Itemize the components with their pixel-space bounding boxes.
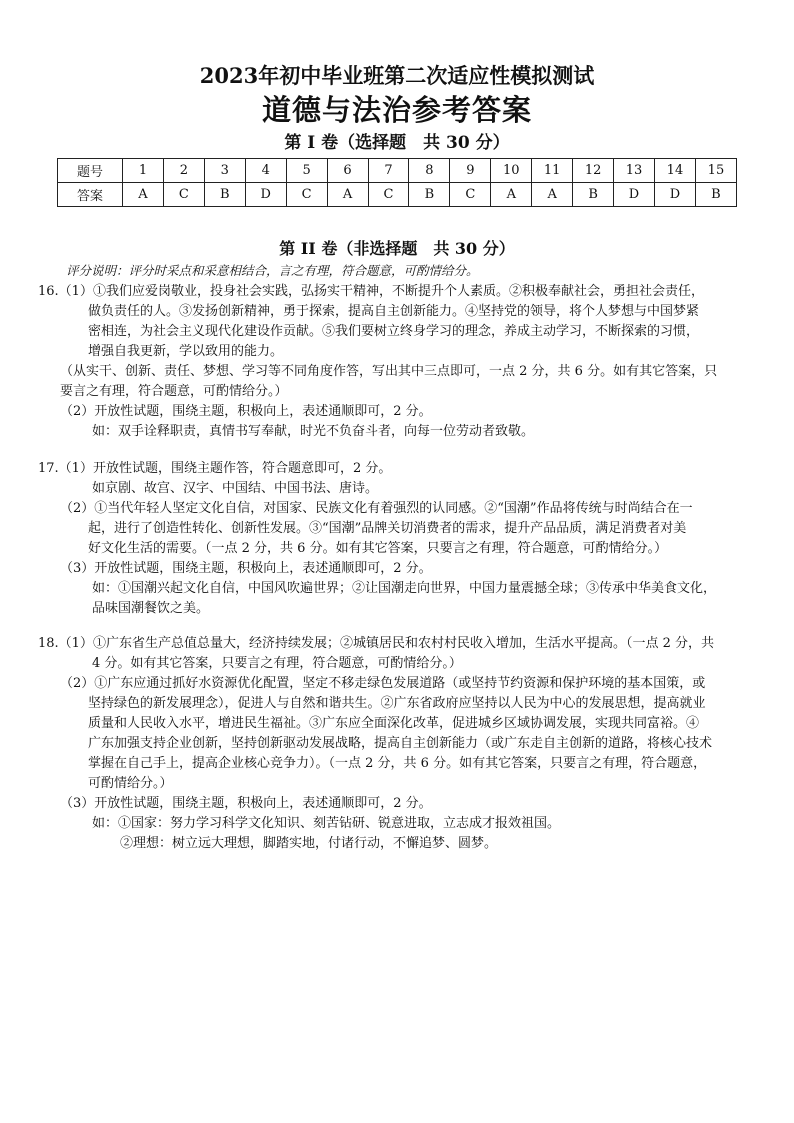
answer-cell: A (491, 183, 532, 207)
answer-line: 可酌情给分。） (88, 776, 173, 791)
scoring-note: 评分说明：评分时采点和采意相结合，言之有理，符合题意，可酌情给分。 (66, 263, 479, 278)
answer-line: 增强自我更新，学以致用的能力。 (88, 344, 284, 359)
question-number: 5 (286, 159, 327, 183)
answer-line: 广东加强支持企业创新，坚持创新驱动发展战略，提高自主创新能力（或广东走自主创新的道路，将核心技术 (88, 736, 713, 751)
question-number: 11 (532, 159, 573, 183)
answer-cell: A (123, 183, 164, 207)
answer-cell: A (327, 183, 368, 207)
question-number: 4 (245, 159, 286, 183)
answer-line: （3）开放性试题，围绕主题，积极向上，表述通顺即可，2 分。 (60, 796, 432, 811)
answer-line: 要言之有理，符合题意，可酌情给分。） (60, 384, 288, 399)
part2-heading: 第 II 卷（非选择题 共 30 分） (279, 239, 515, 258)
answer-cell: D (654, 183, 695, 207)
answer-cell: B (573, 183, 614, 207)
answer-cell: C (163, 183, 204, 207)
question-number-row (58, 159, 737, 183)
answer-cell: B (695, 183, 736, 207)
answer-line: ②理想：树立远大理想，脚踏实地，付诸行动，不懈追梦、圆梦。 (120, 836, 498, 851)
question-number: 6 (327, 159, 368, 183)
question-number: 3 (204, 159, 245, 183)
question-number: 2 (163, 159, 204, 183)
answer-line: 16.（1）①我们应爱岗敬业，投身社会实践，弘扬实干精神，不断提升个人素质。②积极奉献社会，勇担社会责任， (38, 284, 704, 299)
answer-line: （从实干、创新、责任、梦想、学习等不同角度作答，写出其中三点即可，一点 2 分，共 6 分。如有其它答案，只 (60, 364, 718, 379)
question-number: 12 (573, 159, 614, 183)
answer-cell: A (532, 183, 573, 207)
answer-cell: D (614, 183, 655, 207)
question-number: 13 (614, 159, 655, 183)
answer-cell: C (286, 183, 327, 207)
exam-title: 2023年初中毕业班第二次适应性模拟测试 (199, 63, 595, 88)
answer-line: 品味国潮餐饮之美。 (92, 601, 210, 616)
answer-line: 做负责任的人。③发扬创新精神，勇于探索，提高自主创新能力。④坚持党的领导，将个人梦想与中国梦紧 (88, 304, 700, 319)
answer-line: （2）①当代年轻人坚定文化自信，对国家、民族文化有着强烈的认同感。②“国潮”作品将传统与时尚结合在一 (60, 501, 693, 516)
question-number: 10 (491, 159, 532, 183)
answer-line: （2）①广东应通过抓好水资源优化配置，坚定不移走绿色发展道路（或坚持节约资源和保护环境的基本国策，或 (60, 676, 706, 691)
subject-title: 道德与法治参考答案 (261, 93, 532, 127)
question-number: 8 (409, 159, 450, 183)
answer-cell: C (368, 183, 409, 207)
answer-line: （2）开放性试题，围绕主题，积极向上，表述通顺即可，2 分。 (60, 404, 432, 419)
answer-cell: D (245, 183, 286, 207)
answer-row-header: 答案 (58, 183, 123, 207)
answer-line: 好文化生活的需要。（一点 2 分，共 6 分。如有其它答案，只要言之有理，符合题意，可酌情给分。） (88, 541, 668, 556)
answer-row (58, 183, 737, 207)
answer-line: 坚持绿色的新发展理念），促进人与自然和谐共生。②广东省政府应坚持以人民为中心的发展思想，提高就业 (88, 696, 706, 711)
question-number: 1 (123, 159, 164, 183)
answer-line: 掌握在自己手上，提高企业核心竞争力）。（一点 2 分，共 6 分。如有其它答案，只要言之有理，符合题意， (88, 756, 707, 771)
answer-line: （3）开放性试题，围绕主题，积极向上，表述通顺即可，2 分。 (60, 561, 432, 576)
question-number: 14 (654, 159, 695, 183)
question-number: 9 (450, 159, 491, 183)
answer-line: 17.（1）开放性试题，围绕主题作答，符合题意即可，2 分。 (38, 461, 392, 476)
answer-cell: B (409, 183, 450, 207)
answer-line: 密相连，为社会主义现代化建设作贡献。⑤我们要树立终身学习的理念，养成主动学习，不断探索的习惯， (88, 324, 700, 339)
question-row-header: 题号 (58, 159, 123, 183)
answer-line: 如京剧、故宫、汉字、中国结、中国书法、唐诗。 (92, 481, 379, 496)
part1-heading: 第 I 卷（选择题 共 30 分） (284, 133, 510, 153)
answer-table (57, 158, 737, 207)
answer-line: 如：①国潮兴起文化自信，中国风吹遍世界；②让国潮走向世界，中国力量震撼全球；③传承中华美食文化， (92, 581, 717, 596)
answer-line: 如：①国家：努力学习科学文化知识、刻苦钻研、锐意进取，立志成才报效祖国。 (92, 816, 561, 831)
answer-line: 起，进行了创造性转化、创新性发展。③“国潮”品牌关切消费者的需求，提升产品品质，满足消费者对美 (88, 521, 687, 536)
answer-line: 质量和人民收入水平，增进民生福祉。③广东应全面深化改革，促进城乡区域协调发展，实现共同富裕。④ (88, 716, 700, 731)
answer-cell: B (204, 183, 245, 207)
answer-line: 如：双手诠释职责，真情书写奉献，时光不负奋斗者，向每一位劳动者致敬。 (92, 424, 535, 439)
answer-line: 18.（1）①广东省生产总值总量大，经济持续发展；②城镇居民和农村村民收入增加，生活水平提高。（一点 2 分，共 (38, 636, 714, 651)
question-number: 7 (368, 159, 409, 183)
question-number: 15 (695, 159, 736, 183)
answer-line: 4 分。如有其它答案，只要言之有理，符合题意，可酌情给分。） (92, 656, 462, 671)
answer-cell: C (450, 183, 491, 207)
